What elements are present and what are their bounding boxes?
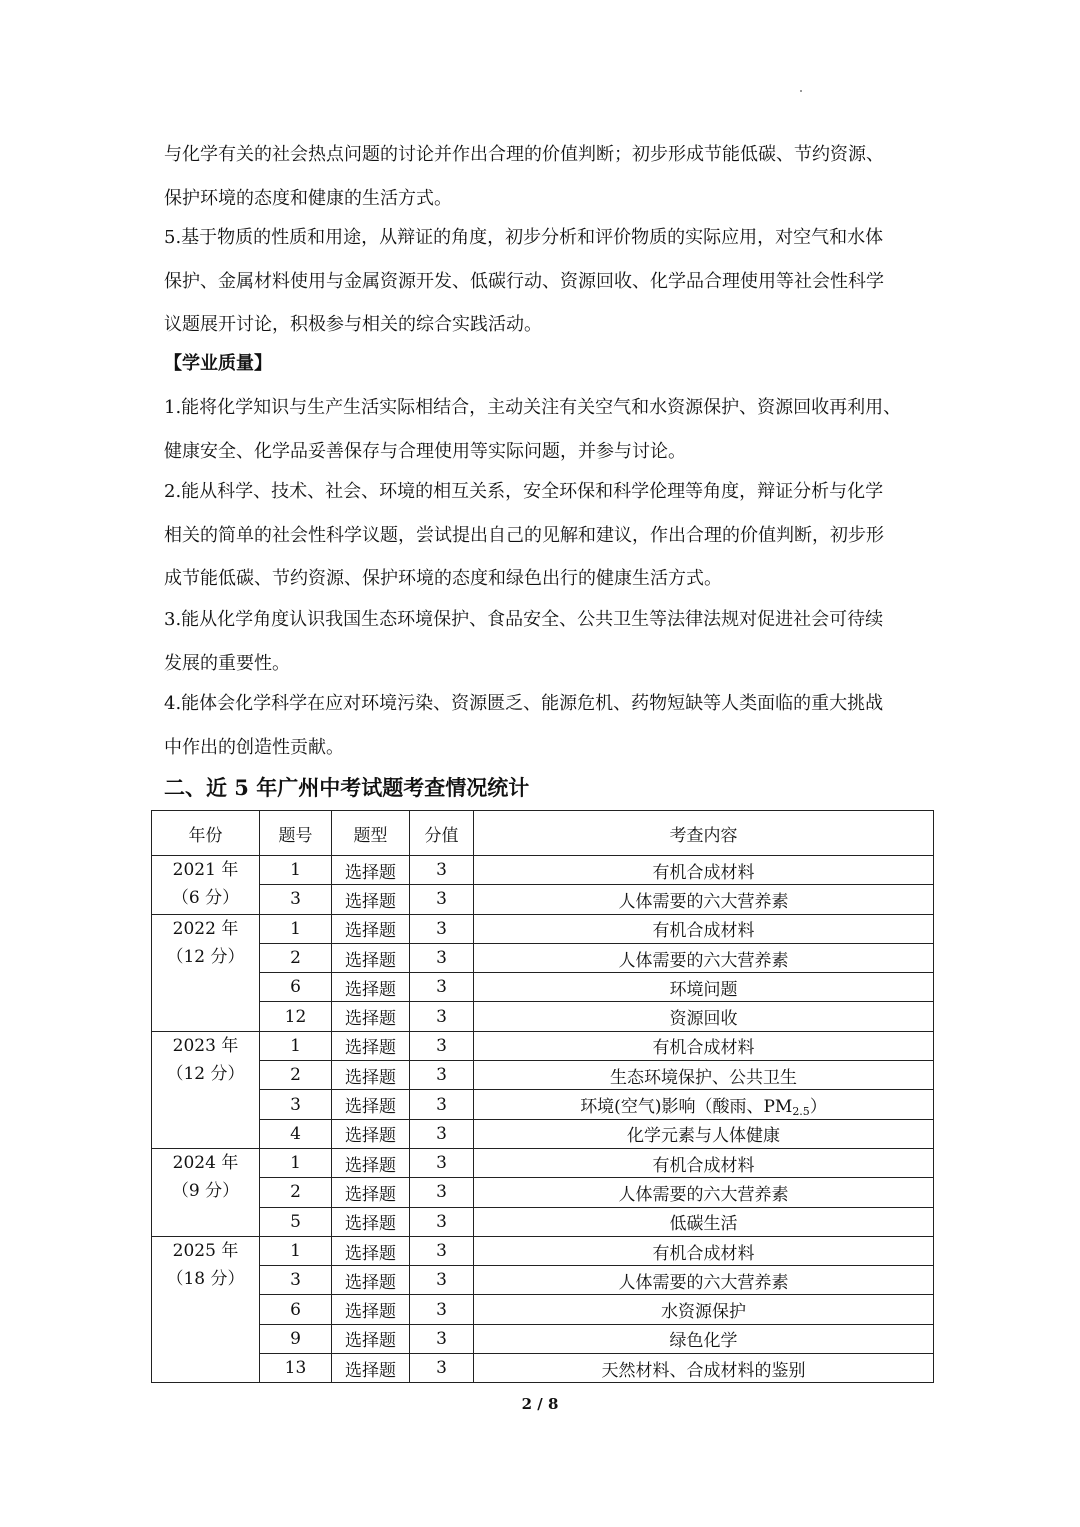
question-no-cell: 3: [260, 1090, 332, 1119]
year-label: 2021 年: [172, 860, 239, 880]
header-question-type: 题型: [332, 811, 410, 856]
year-cell: [152, 914, 260, 1031]
text-line: 相关的简单的社会性科学议题，尝试提出自己的见解和建议，作出合理的价值判断，初步形: [164, 524, 884, 546]
content-cell: [474, 1090, 934, 1119]
table-row: [152, 1354, 934, 1383]
table-row: [152, 1061, 934, 1090]
points-cell: 3: [410, 885, 474, 914]
table-header-row: [152, 811, 934, 856]
table-row: [152, 1119, 934, 1148]
content-cell: [474, 1178, 934, 1207]
content-tail: ）: [809, 1097, 827, 1118]
table-row: [152, 856, 934, 885]
content-text: 低碳生活: [669, 1214, 738, 1235]
points-cell: 3: [410, 1354, 474, 1383]
content-text: 有机合成材料: [652, 921, 755, 942]
table-row: [152, 914, 934, 943]
table-row: [152, 1090, 934, 1119]
quality-section-title: [164, 342, 924, 386]
content-cell: [474, 1031, 934, 1060]
table-row: [152, 1236, 934, 1265]
header-question-no: 题号: [260, 811, 332, 856]
question-type-cell: 选择题: [332, 1031, 410, 1060]
content-cell: [474, 1061, 934, 1090]
content-text: 天然材料、合成材料的鉴别: [601, 1360, 806, 1381]
text-line: 发展的重要性。: [164, 652, 290, 674]
content-text: 有机合成材料: [652, 1038, 755, 1059]
table-row: [152, 973, 934, 1002]
points-cell: 3: [410, 1207, 474, 1236]
text-line: 保护环境的态度和健康的生活方式。: [164, 187, 452, 209]
points-cell: 3: [410, 1178, 474, 1207]
exam-statistics-table: [151, 810, 934, 1383]
text-line: 5.基于物质的性质和用途，从辩证的角度，初步分析和评价物质的实际应用，对空气和水体: [164, 227, 884, 248]
text-line: 中作出的创造性贡献。: [164, 736, 344, 758]
question-no-cell: 3: [260, 885, 332, 914]
question-type-cell: 选择题: [332, 1324, 410, 1353]
question-type-cell: 选择题: [332, 1061, 410, 1090]
question-no-cell: 4: [260, 1119, 332, 1148]
page-number: 2 / 8: [521, 1395, 559, 1413]
quality-item-3: [164, 598, 924, 685]
question-no-cell: 1: [260, 1236, 332, 1265]
text-line: 【学业质量】: [164, 353, 272, 374]
intro-item-5: [164, 216, 924, 347]
content-cell: [474, 943, 934, 972]
content-cell: [474, 1236, 934, 1265]
content-subscript: 2.5: [792, 1105, 810, 1119]
content-text: 环境(空气)影响（酸雨、PM: [580, 1097, 793, 1118]
content-cell: [474, 973, 934, 1002]
question-no-cell: 9: [260, 1324, 332, 1353]
table-row: [152, 1266, 934, 1295]
content-cell: [474, 1148, 934, 1177]
content-cell: [474, 1295, 934, 1324]
table-row: [152, 1324, 934, 1353]
question-type-cell: 选择题: [332, 1236, 410, 1265]
year-cell: [152, 1236, 260, 1382]
table-row: [152, 885, 934, 914]
table-row: [152, 1207, 934, 1236]
table-row: [152, 1178, 934, 1207]
content-text: 生态环境保护、公共卫生: [610, 1067, 797, 1088]
year-cell: [152, 1031, 260, 1148]
text-line: 1.能将化学知识与生产生活实际相结合，主动关注有关空气和水资源保护、资源回收再利用、: [164, 397, 902, 418]
points-cell: 3: [410, 1031, 474, 1060]
points-cell: 3: [410, 1090, 474, 1119]
question-type-cell: 选择题: [332, 973, 410, 1002]
question-no-cell: 5: [260, 1207, 332, 1236]
table-row: [152, 1295, 934, 1324]
year-score: （12 分）: [166, 1063, 245, 1084]
header-points: 分值: [410, 811, 474, 856]
content-cell: [474, 1119, 934, 1148]
question-type-cell: 选择题: [332, 885, 410, 914]
points-cell: 3: [410, 1002, 474, 1031]
question-type-cell: 选择题: [332, 856, 410, 885]
content-text: 绿色化学: [669, 1331, 738, 1352]
question-no-cell: 2: [260, 1061, 332, 1090]
year-score: （18 分）: [166, 1268, 245, 1289]
text-line: 保护、金属材料使用与金属资源开发、低碳行动、资源回收、化学品合理使用等社会性科学: [164, 270, 884, 292]
content-text: 资源回收: [669, 1009, 738, 1030]
content-cell: [474, 1266, 934, 1295]
content-cell: [474, 856, 934, 885]
year-cell: [152, 856, 260, 915]
content-text: 人体需要的六大营养素: [618, 1272, 789, 1293]
text-line: 4.能体会化学科学在应对环境污染、资源匮乏、能源危机、药物短缺等人类面临的重大挑战: [164, 693, 884, 714]
points-cell: 3: [410, 943, 474, 972]
table-row: [152, 1031, 934, 1060]
header-content: 考查内容: [474, 811, 934, 856]
content-cell: [474, 914, 934, 943]
header-year: 年份: [152, 811, 260, 856]
content-cell: [474, 1324, 934, 1353]
quality-item-2: [164, 470, 924, 601]
points-cell: 3: [410, 1266, 474, 1295]
content-text: 水资源保护: [661, 1302, 746, 1323]
content-text: 人体需要的六大营养素: [618, 1184, 789, 1205]
question-type-cell: 选择题: [332, 1354, 410, 1383]
text-line: 3.能从化学角度认识我国生态环境保护、食品安全、公共卫生等法律法规对促进社会可待续: [164, 609, 884, 630]
section-heading: 二、近 5 年广州中考试题考查情况统计: [164, 775, 530, 800]
question-type-cell: 选择题: [332, 1207, 410, 1236]
question-type-cell: 选择题: [332, 1002, 410, 1031]
text-line: 成节能低碳、节约资源、保护环境的态度和绿色出行的健康生活方式。: [164, 568, 722, 589]
question-no-cell: 6: [260, 1295, 332, 1324]
year-score: （6 分）: [171, 888, 240, 908]
question-type-cell: 选择题: [332, 1119, 410, 1148]
question-type-cell: 选择题: [332, 1178, 410, 1207]
question-type-cell: 选择题: [332, 1090, 410, 1119]
content-cell: [474, 1207, 934, 1236]
table-row: [152, 1148, 934, 1177]
table-row: [152, 1002, 934, 1031]
year-label: 2024 年: [172, 1152, 239, 1173]
question-no-cell: 1: [260, 1031, 332, 1060]
question-type-cell: 选择题: [332, 943, 410, 972]
question-type-cell: 选择题: [332, 1148, 410, 1177]
points-cell: 3: [410, 1119, 474, 1148]
question-no-cell: 1: [260, 914, 332, 943]
question-type-cell: 选择题: [332, 914, 410, 943]
points-cell: 3: [410, 1236, 474, 1265]
question-type-cell: 选择题: [332, 1266, 410, 1295]
points-cell: 3: [410, 973, 474, 1002]
points-cell: 3: [410, 1061, 474, 1090]
year-cell: [152, 1148, 260, 1236]
intro-paragraph-continuation: [164, 133, 924, 220]
text-line: 与化学有关的社会热点问题的讨论并作出合理的价值判断；初步形成节能低碳、节约资源、: [164, 144, 884, 165]
question-no-cell: 2: [260, 943, 332, 972]
content-text: 环境问题: [669, 979, 738, 1000]
year-label: 2022 年: [172, 918, 239, 939]
text-line: 2.能从科学、技术、社会、环境的相互关系，安全环保和科学伦理等角度，辩证分析与化学: [164, 481, 884, 502]
year-label: 2025 年: [172, 1240, 239, 1261]
content-text: 人体需要的六大营养素: [618, 950, 789, 971]
points-cell: 3: [410, 856, 474, 885]
text-line: 议题展开讨论，积极参与相关的综合实践活动。: [164, 314, 542, 335]
content-cell: [474, 1354, 934, 1383]
quality-item-1: [164, 386, 924, 473]
question-no-cell: 6: [260, 973, 332, 1002]
content-text: 有机合成材料: [652, 1243, 755, 1264]
question-no-cell: 12: [260, 1002, 332, 1031]
content-text: 有机合成材料: [652, 1155, 755, 1176]
points-cell: 3: [410, 914, 474, 943]
points-cell: 3: [410, 1324, 474, 1353]
question-no-cell: 2: [260, 1178, 332, 1207]
content-cell: [474, 1002, 934, 1031]
content-text: 人体需要的六大营养素: [618, 891, 789, 912]
table-row: [152, 943, 934, 972]
question-type-cell: 选择题: [332, 1295, 410, 1324]
question-no-cell: 1: [260, 856, 332, 885]
question-no-cell: 1: [260, 1148, 332, 1177]
content-text: 化学元素与人体健康: [627, 1126, 780, 1147]
text-line: 健康安全、化学品妥善保存与合理使用等实际问题，并参与讨论。: [164, 440, 686, 462]
question-no-cell: 13: [260, 1354, 332, 1383]
points-cell: 3: [410, 1148, 474, 1177]
points-cell: 3: [410, 1295, 474, 1324]
year-score: （12 分）: [166, 946, 245, 967]
content-cell: [474, 885, 934, 914]
content-text: 有机合成材料: [652, 862, 755, 883]
question-no-cell: 3: [260, 1266, 332, 1295]
year-score: （9 分）: [171, 1180, 240, 1201]
scan-speck: [800, 90, 802, 92]
year-label: 2023 年: [172, 1035, 239, 1056]
quality-item-4: [164, 682, 924, 769]
